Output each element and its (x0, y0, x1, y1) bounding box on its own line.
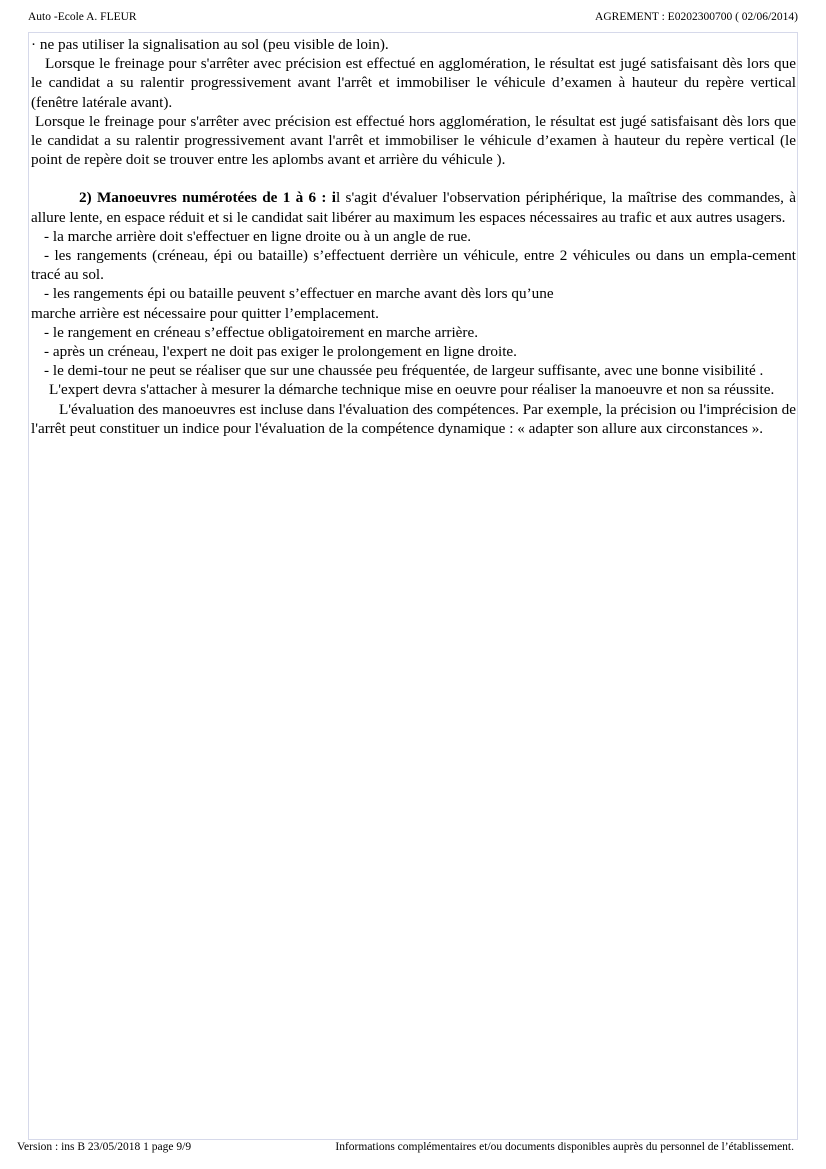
footer-version: Version : ins B 23/05/2018 1 page 9/9 (17, 1141, 192, 1153)
paragraph-spacer (31, 169, 796, 188)
paragraph-braking-out-of-town: Lorsque le freinage pour s'arrêter avec précision est effectué hors agglomération, le résultat est jugé satisfaisant dès lors que le candidat a su ralentir progressivement avant l'arrêt et immobiliser le véhicule d’examen à hauteur du repère vertical (le point de repère doit se trouver entre les aplombs avant et arrière du véhicule ). (31, 112, 796, 169)
paragraph-braking-in-town: Lorsque le freinage pour s'arrêter avec précision est effectué en agglomération, le résultat est jugé satisfaisant dès lors que le candidat a su ralentir progressivement avant l'arrêt et immobiliser le véhicule d’examen à hauteur du repère vertical (fenêtre latérale avant). (31, 55, 796, 111)
list-item-after-parallel: - après un créneau, l'expert ne doit pas exiger le prolongement en ligne droite. (44, 343, 517, 361)
list-item-angled-parking-line1: - les rangements épi ou bataille peuvent s’effectuer en marche avant dès lors qu’une (44, 285, 554, 303)
section-intro-text: l s'agit d'évaluer l'observation périphérique, la maîtrise des commandes, à allure lente, en espace réduit et si le candidat sait libérer au maximum les espaces nécessaires au trafic et aux autres usagers. (31, 189, 796, 226)
header-school-name: Auto -Ecole A. FLEUR (28, 11, 137, 23)
footer-information: Informations complémentaires et/ou documents disponibles auprès du personnel de l’établissement. (335, 1141, 794, 1153)
section-manoeuvres (31, 188, 796, 226)
list-item-u-turn: - le demi-tour ne peut se réaliser que sur une chaussée peu fréquentée, de largeur suffisante, avec une bonne visibilité . (44, 362, 764, 380)
section-heading: 2) Manoeuvres numérotées de 1 à 6 : i (79, 189, 337, 207)
list-item-parking-types: - les rangements (créneau, épi ou bataille) s’effectuent derrière un véhicule, entre 2 véhicules ou dans un empla-cement tracé au sol. (31, 247, 796, 284)
list-item-angled-parking-line2: marche arrière est nécessaire pour quitter l’emplacement. (31, 304, 379, 322)
list-item-reverse: - la marche arrière doit s'effectuer en ligne droite ou à un angle de rue. (44, 227, 472, 245)
paragraph-evaluation: L'évaluation des manoeuvres est incluse dans l'évaluation des compétences. Par exemple, la précision ou l'imprécision de l'arrêt peut constituer un indice pour l'évaluation de la compétence dynamique : « adapter son allure aux circonstances ». (31, 400, 796, 437)
list-item-parallel-parking: - le rangement en créneau s’effectue obligatoirement en marche arrière. (44, 323, 479, 341)
bullet-ground-signage: · ne pas utiliser la signalisation au sol (peu visible de loin). (31, 36, 389, 53)
paragraph-expert: L'expert devra s'attacher à mesurer la démarche technique mise en oeuvre pour réaliser la manoeuvre et non sa réussite. (49, 381, 775, 399)
page-content (31, 35, 796, 438)
header-agreement-number: AGREMENT : E0202300700 ( 02/06/2014) (595, 11, 798, 23)
